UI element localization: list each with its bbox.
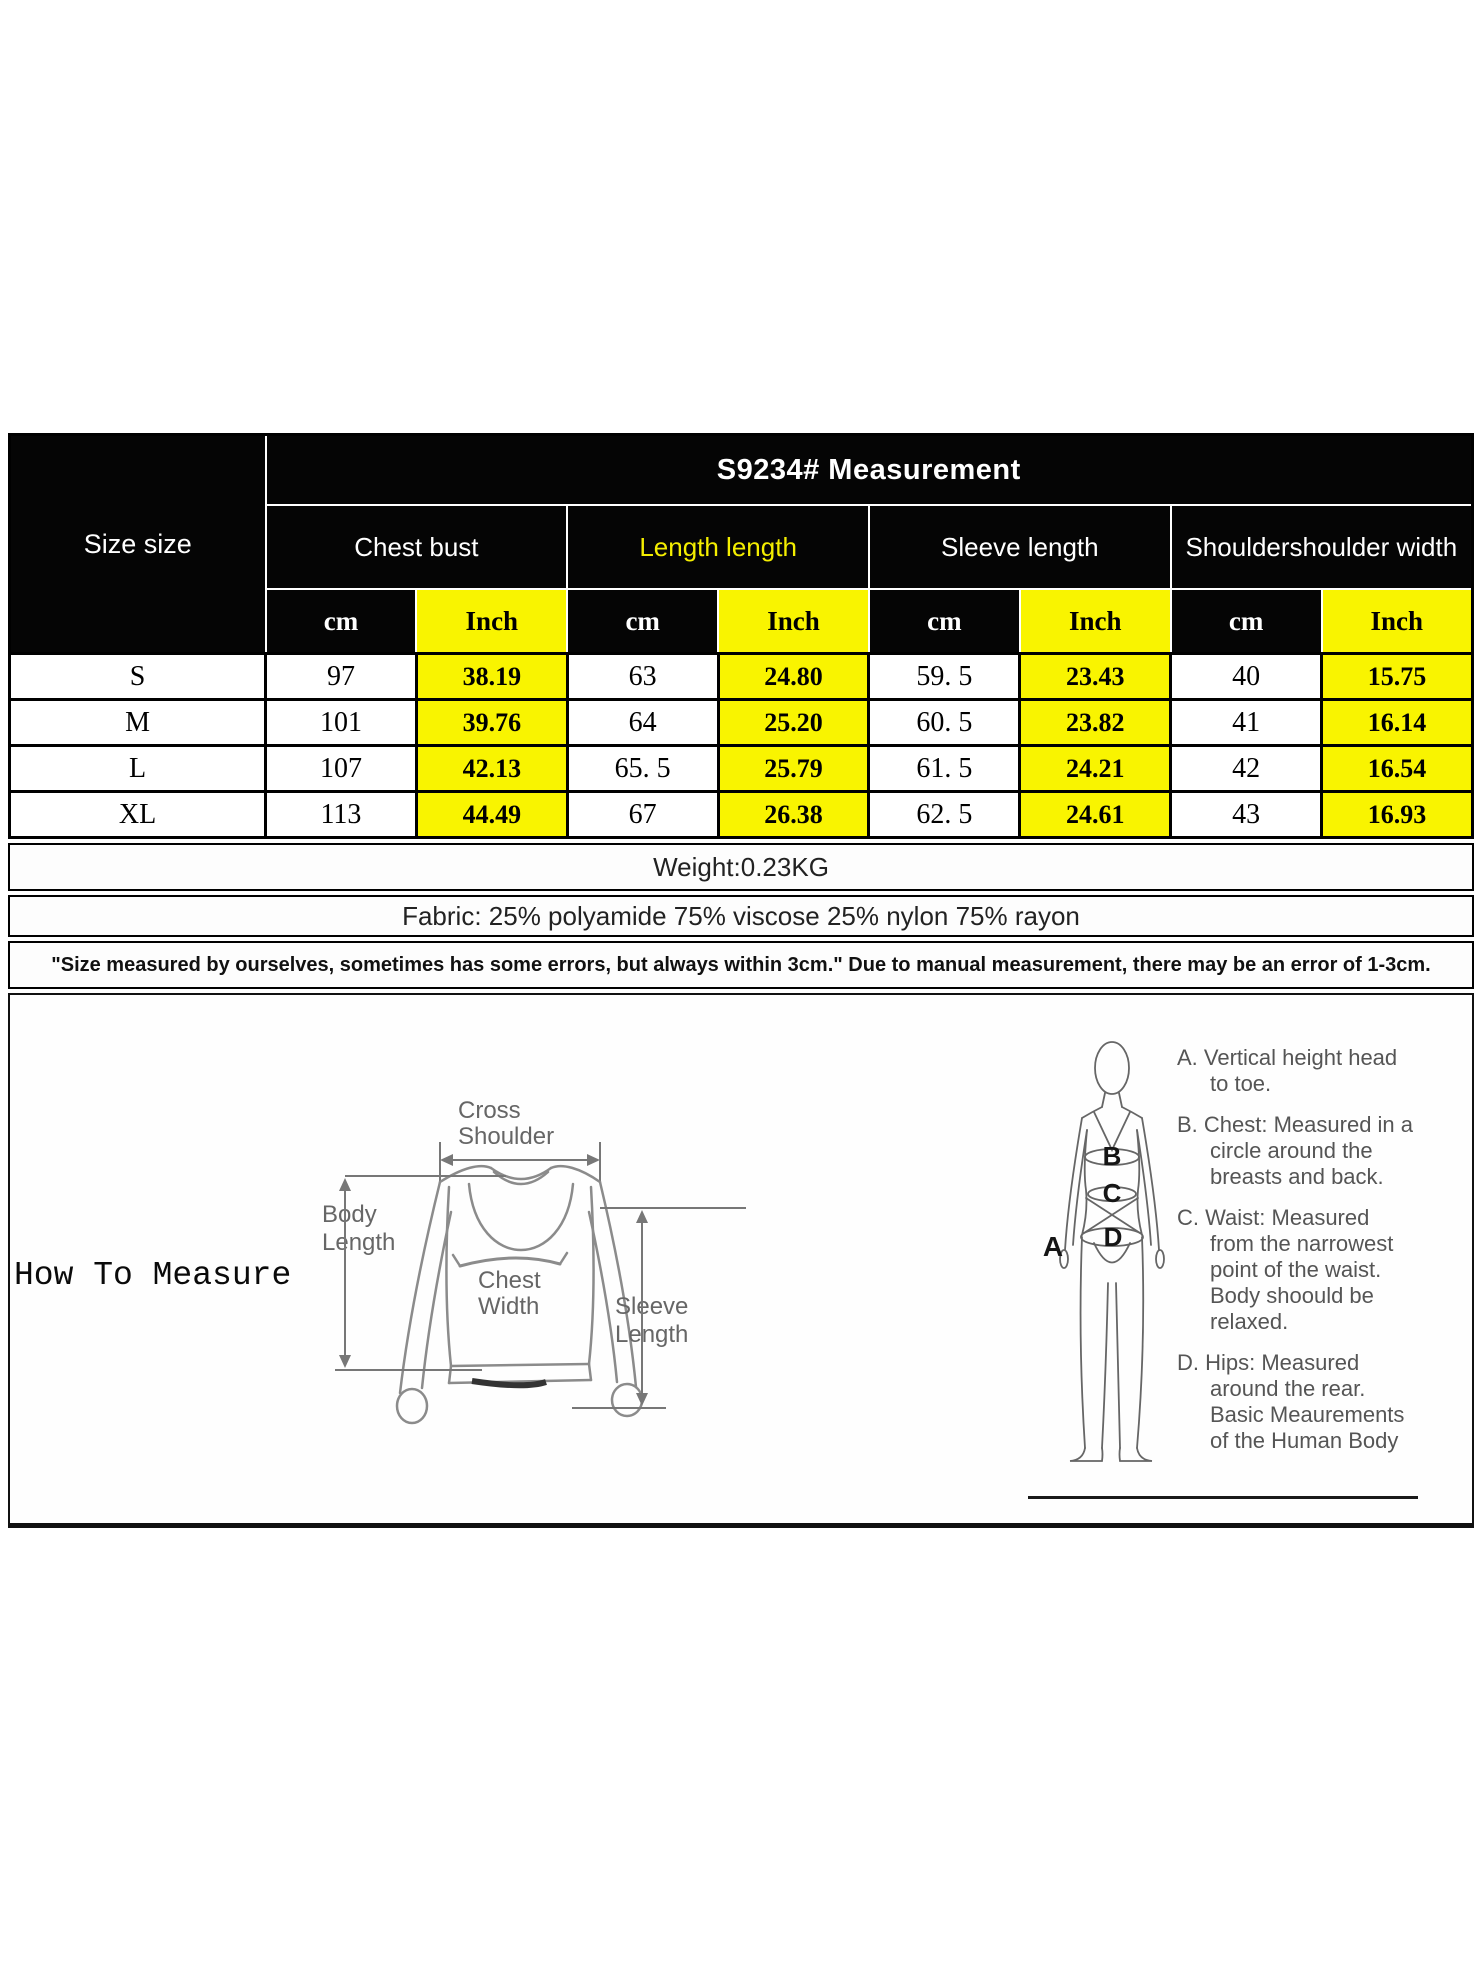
cross-shoulder-label: Shoulder [458, 1123, 555, 1150]
value-cell: 42 [1171, 746, 1322, 792]
value-cell: 41 [1171, 700, 1322, 746]
annotation-line: Basic Meaurements [1210, 1402, 1405, 1427]
sleeve-length-label: Length [615, 1321, 689, 1348]
value-cell: 16.14 [1322, 700, 1473, 746]
table-title-row [10, 435, 1473, 506]
annotation-a [1177, 1045, 1427, 1097]
body-length-label: Body [322, 1201, 377, 1228]
annotation-underline [1028, 1496, 1418, 1499]
value-cell: 15.75 [1322, 654, 1473, 700]
measurement-annotations [1177, 1045, 1427, 1469]
figure-letter-a: A [1042, 1231, 1064, 1262]
annotation-line: from the narrowest [1210, 1231, 1394, 1256]
annotation-b [1177, 1112, 1427, 1190]
value-cell: 24.21 [1020, 746, 1171, 792]
annotation-c [1177, 1205, 1427, 1335]
value-cell: 16.93 [1322, 792, 1473, 838]
chest-width-label: Chest [478, 1267, 541, 1294]
unit-header-inch: Inch [416, 589, 567, 654]
figure-letter-d: D [1103, 1222, 1123, 1252]
annotation-line: circle around the [1210, 1138, 1373, 1163]
value-cell: 23.82 [1020, 700, 1171, 746]
value-cell: 64 [567, 700, 718, 746]
disclaimer-text: "Size measured by ourselves, sometimes has some errors, but always within 3cm." Due to manual measurement, there may be an error of 1-3cm. [51, 953, 1431, 976]
value-cell: 43 [1171, 792, 1322, 838]
size-cell: M [10, 700, 266, 746]
size-cell: S [10, 654, 266, 700]
value-cell: 63 [567, 654, 718, 700]
sleeve-length-label: Sleeve [615, 1293, 689, 1320]
table-row-s [10, 654, 1473, 700]
size-cell: L [10, 746, 266, 792]
annotation-line: C. Waist: Measured [1177, 1205, 1370, 1230]
unit-header-cm: cm [266, 589, 417, 654]
value-cell: 38.19 [416, 654, 567, 700]
fabric-text: Fabric: 25% polyamide 75% viscose 25% nylon 75% rayon [402, 900, 1080, 931]
weight-text: Weight:0.23KG [653, 851, 829, 882]
unit-header-cm: cm [1171, 589, 1322, 654]
annotation-line: relaxed. [1210, 1309, 1289, 1334]
fabric-row [8, 895, 1474, 937]
annotation-line: point of the waist. [1210, 1257, 1382, 1282]
col-header-length: Length length [567, 505, 869, 589]
col-header-shoulder-width: Shouldershoulder width [1171, 505, 1473, 589]
value-cell: 25.79 [718, 746, 869, 792]
annotation-line: around the rear. [1210, 1376, 1366, 1401]
measurement-table [8, 433, 1474, 839]
value-cell: 44.49 [416, 792, 567, 838]
size-chart-sheet [8, 433, 1474, 1528]
body-measurement-figure [1040, 1040, 1170, 1470]
figure-letter-c: C [1102, 1178, 1122, 1208]
annotation-line: breasts and back. [1210, 1164, 1384, 1189]
annotation-line: A. Vertical height head [1177, 1045, 1398, 1070]
how-to-measure-heading: How To Measure [14, 1257, 292, 1294]
col-header-chest-bust: Chest bust [266, 505, 568, 589]
unit-header-inch: Inch [1322, 589, 1473, 654]
table-row-xl [10, 792, 1473, 838]
value-cell: 42.13 [416, 746, 567, 792]
value-cell: 16.54 [1322, 746, 1473, 792]
size-column-header: Size size [10, 435, 266, 654]
value-cell: 59. 5 [869, 654, 1020, 700]
annotation-line: of the Human Body [1210, 1428, 1399, 1453]
value-cell: 39.76 [416, 700, 567, 746]
unit-header-inch: Inch [718, 589, 869, 654]
value-cell: 40 [1171, 654, 1322, 700]
figure-letter-b: B [1102, 1141, 1122, 1171]
annotation-line: to toe. [1210, 1071, 1272, 1096]
annotation-line: D. Hips: Measured [1177, 1350, 1360, 1375]
value-cell: 24.61 [1020, 792, 1171, 838]
annotation-d [1177, 1350, 1427, 1454]
value-cell: 113 [266, 792, 417, 838]
col-header-sleeve-length: Sleeve length [869, 505, 1171, 589]
value-cell: 101 [266, 700, 417, 746]
value-cell: 62. 5 [869, 792, 1020, 838]
chest-width-label: Width [478, 1293, 540, 1320]
table-row-l [10, 746, 1473, 792]
value-cell: 23.43 [1020, 654, 1171, 700]
unit-header-inch: Inch [1020, 589, 1171, 654]
value-cell: 67 [567, 792, 718, 838]
value-cell: 25.20 [718, 700, 869, 746]
annotation-line: Body shoould be [1210, 1283, 1374, 1308]
value-cell: 97 [266, 654, 417, 700]
unit-header-cm: cm [567, 589, 718, 654]
annotation-line: B. Chest: Measured in a [1177, 1112, 1414, 1137]
value-cell: 107 [266, 746, 417, 792]
shirt-measurement-diagram [310, 1090, 770, 1430]
how-to-measure-section [8, 993, 1474, 1528]
unit-header-cm: cm [869, 589, 1020, 654]
value-cell: 65. 5 [567, 746, 718, 792]
value-cell: 26.38 [718, 792, 869, 838]
value-cell: 60. 5 [869, 700, 1020, 746]
disclaimer-row [8, 941, 1474, 989]
weight-row [8, 843, 1474, 891]
value-cell: 61. 5 [869, 746, 1020, 792]
cross-shoulder-label: Cross [458, 1097, 521, 1124]
size-cell: XL [10, 792, 266, 838]
body-length-label: Length [322, 1229, 396, 1256]
table-row-m [10, 700, 1473, 746]
table-title: S9234# Measurement [266, 435, 1473, 506]
value-cell: 24.80 [718, 654, 869, 700]
